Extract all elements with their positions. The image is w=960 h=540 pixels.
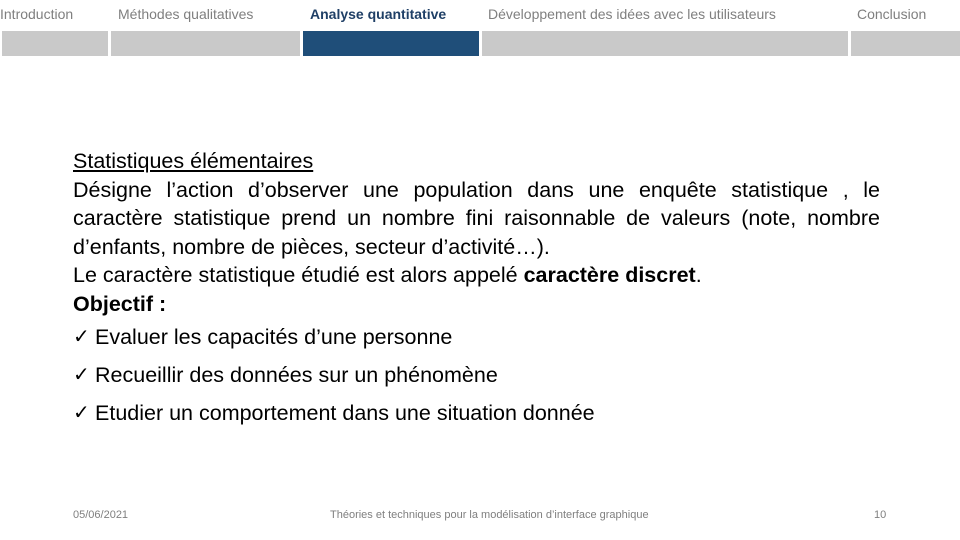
nav-bar-developpement	[482, 31, 848, 56]
check-icon: ✓	[73, 401, 90, 424]
nav-item-analyse-quantitative[interactable]: Analyse quantitative	[310, 6, 447, 22]
objective-text: Evaluer les capacités d’une personne	[95, 324, 453, 349]
nav-item-methodes-qualitatives[interactable]: Méthodes qualitatives	[118, 6, 254, 22]
check-icon: ✓	[73, 363, 90, 386]
section-progress-bar	[0, 31, 960, 56]
discrete-sentence-end: .	[695, 263, 702, 287]
nav-item-conclusion[interactable]: Conclusion	[857, 6, 927, 22]
discrete-sentence	[73, 261, 880, 290]
check-icon: ✓	[73, 325, 90, 348]
list-item	[73, 394, 880, 432]
objective-text: Etudier un comportement dans une situation donnée	[95, 400, 595, 425]
objective-label: Objectif :	[73, 291, 167, 316]
footer-date: 05/06/2021	[73, 509, 129, 521]
list-item	[73, 356, 880, 394]
nav-item-developpement[interactable]: Développement des idées avec les utilisateurs	[488, 6, 776, 22]
nav-bar-methodes-qualitatives	[111, 31, 300, 56]
definition-text: Désigne l’action d’observer une population dans une enquête statistique , le caractère statistique prend un nombre fini raisonnable de valeurs (note, nombre d’enfants, nombre de pièces, secteur d’activité…).	[73, 177, 880, 259]
nav-bar-analyse-quantitative	[303, 31, 479, 56]
section-nav	[0, 0, 960, 30]
footer-page-number: 10	[874, 509, 887, 521]
objective-text: Recueillir des données sur un phénomène	[95, 362, 498, 387]
slide-heading: Statistiques élémentaires	[73, 149, 314, 173]
nav-item-introduction[interactable]: Introduction	[0, 6, 74, 22]
list-item	[73, 318, 880, 356]
slide-content	[73, 147, 880, 432]
nav-bar-conclusion	[851, 31, 960, 56]
discrete-term: caractère discret	[523, 263, 696, 287]
discrete-sentence-start: Le caractère statistique étudié est alors appelé	[73, 263, 524, 287]
footer-title: Théories et techniques pour la modélisation d’interface graphique	[330, 509, 649, 521]
nav-bar-introduction	[2, 31, 108, 56]
objective-list	[73, 318, 880, 432]
